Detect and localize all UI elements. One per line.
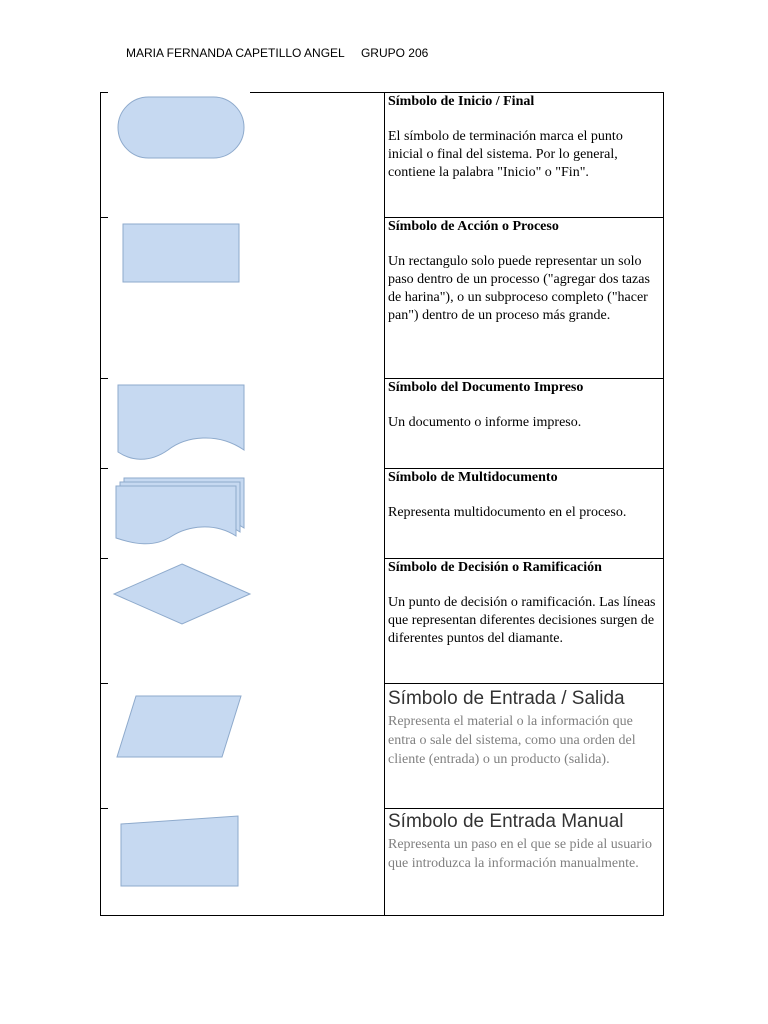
table-row xyxy=(100,683,384,808)
symbol-description: Representa el material o la información que entra o sale del sistema, como una orden del cliente (entrada) o un producto (salida). xyxy=(388,714,636,767)
symbol-description: Representa un paso en el que se pide al usuario que introduzca la información manualmente. xyxy=(388,837,652,871)
table-row xyxy=(100,217,384,378)
process-icon xyxy=(100,217,384,378)
table-row xyxy=(100,92,384,217)
symbol-cell xyxy=(388,687,656,769)
symbol-title: Símbolo de Decisión o Ramificación xyxy=(388,560,602,575)
manual-input-icon xyxy=(100,808,384,915)
table-row xyxy=(100,808,384,915)
symbol-title: Símbolo de Entrada / Salida xyxy=(388,688,625,709)
symbol-description: Un rectangulo solo puede representar un solo paso dentro de un processo ("agregar dos tazas de harina"), o un subproceso completo ("hacer pan") dentro de un proceso más grande. xyxy=(388,254,650,323)
symbol-cell xyxy=(388,93,656,182)
group-label: GRUPO 206 xyxy=(360,46,429,60)
symbol-cell xyxy=(388,810,656,873)
terminator-icon xyxy=(100,92,384,217)
table-row xyxy=(100,378,384,468)
document-header xyxy=(126,46,428,60)
document-icon xyxy=(100,378,384,468)
symbol-title: Símbolo de Acción o Proceso xyxy=(388,219,559,234)
input-output-icon xyxy=(100,683,384,808)
symbol-description: Representa multidocumento en el proceso. xyxy=(388,505,627,520)
symbol-title: Símbolo de Multidocumento xyxy=(388,470,558,485)
symbol-description: Un punto de decisión o ramificación. Las líneas que representan diferentes decisiones surgen de diferentes puntos del diamante. xyxy=(388,595,656,646)
symbol-title: Símbolo de Entrada Manual xyxy=(388,811,624,832)
author-name: MARIA FERNANDA CAPETILLO ANGEL xyxy=(126,46,345,60)
symbol-description: El símbolo de terminación marca el punto inicial o final del sistema. Por lo general, contiene la palabra "Inicio" o "Fin". xyxy=(388,129,623,180)
symbol-cell xyxy=(388,559,656,648)
symbol-description: Un documento o informe impreso. xyxy=(388,415,582,430)
symbol-cell xyxy=(388,218,656,325)
symbol-cell xyxy=(388,469,656,522)
decision-icon xyxy=(100,558,384,683)
multidocument-icon xyxy=(100,468,384,558)
table-row xyxy=(100,468,384,558)
symbol-cell xyxy=(388,379,656,432)
symbol-title: Símbolo del Documento Impreso xyxy=(388,380,584,395)
flowchart-symbols-table xyxy=(100,92,664,916)
symbol-title: Símbolo de Inicio / Final xyxy=(388,94,535,109)
table-row xyxy=(100,558,384,683)
